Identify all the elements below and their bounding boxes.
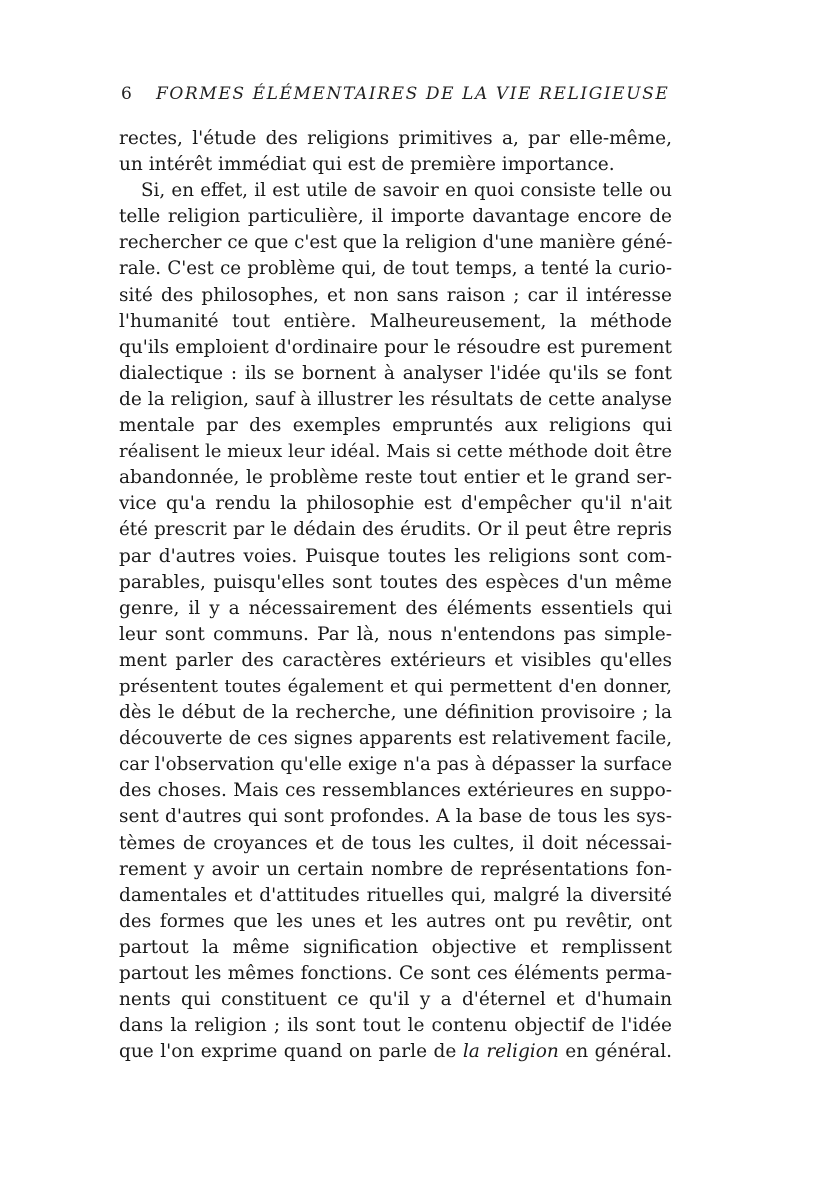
text-line: par d'autres voies. Puisque toutes les religions sont com-: [119, 545, 672, 567]
text-line: l'humanité tout entière. Malheureusement, la méthode: [119, 310, 672, 332]
final-line-end: en général.: [558, 1041, 672, 1063]
page-number: 6: [121, 84, 132, 104]
text-line: damentales et d'attitudes rituelles qui, malgré la diversité: [119, 884, 672, 906]
text-line: qu'ils emploient d'ordinaire pour le résoudre est purement: [119, 336, 672, 358]
page-header: [121, 84, 671, 108]
text-line: dialectique : ils se bornent à analyser l'idée qu'ils se font: [119, 362, 672, 384]
text-line: sité des philosophes, et non sans raison ; car il intéresse: [119, 284, 672, 306]
text-line: présentent toutes également et qui permettent d'en donner,: [119, 675, 672, 697]
text-line: dans la religion ; ils sont tout le contenu objectif de l'idée: [119, 1015, 672, 1037]
final-text-line: [119, 1039, 672, 1065]
text-line: été prescrit par le dédain des érudits. Or il peut être repris: [119, 519, 672, 541]
text-line: dès le début de la recherche, une définition provisoire ; la: [119, 702, 672, 724]
text-line: rement y avoir un certain nombre de représentations fon-: [119, 858, 672, 880]
emphasis-la-religion: la religion: [462, 1041, 559, 1063]
text-line: genre, il y a nécessairement des éléments essentiels qui: [119, 597, 672, 619]
text-line: de la religion, sauf à illustrer les résultats de cette analyse: [119, 388, 672, 410]
text-line: nents qui constituent ce qu'il y a d'éternel et d'humain: [119, 989, 672, 1011]
text-line: Si, en effet, il est utile de savoir en quoi consiste telle ou: [141, 180, 672, 202]
final-line-start: que l'on exprime quand on parle de: [119, 1041, 463, 1063]
text-line: sent d'autres qui sont profondes. A la base de tous les sys-: [119, 806, 672, 828]
text-line: réalisent le mieux leur idéal. Mais si cette méthode doit être: [119, 441, 672, 463]
text-line: rechercher ce que c'est que la religion d'une manière géné-: [119, 232, 672, 254]
text-line: ment parler des caractères extérieurs et visibles qu'elles: [119, 649, 672, 671]
text-line: leur sont communs. Par là, nous n'entendons pas simple-: [119, 623, 672, 645]
text-line: abandonnée, le problème reste tout entier et le grand ser-: [119, 467, 672, 489]
body-text: [119, 126, 672, 1065]
text-line: un intérêt immédiat qui est de première importance.: [119, 154, 615, 176]
text-line: parables, puisqu'elles sont toutes des espèces d'un même: [119, 571, 672, 593]
text-line: rectes, l'étude des religions primitives a, par elle-même,: [119, 128, 672, 149]
text-line: vice qu'a rendu la philosophie est d'empêcher qu'il n'ait: [119, 493, 672, 515]
text-line: tèmes de croyances et de tous les cultes, il doit nécessai-: [119, 832, 672, 854]
text-line: partout la même signification objective et remplissent: [119, 936, 672, 958]
text-line: mentale par des exemples empruntés aux religions qui: [119, 415, 672, 437]
text-line: rale. C'est ce problème qui, de tout temps, a tenté la curio-: [119, 258, 672, 280]
text-line: telle religion particulière, il importe davantage encore de: [119, 206, 672, 228]
text-line: découverte de ces signes apparents est relativement facile,: [119, 728, 672, 750]
text-line: des choses. Mais ces ressemblances extérieures en suppo-: [119, 780, 672, 802]
running-title: FORMES ÉLÉMENTAIRES DE LA VIE RELIGIEUSE: [156, 84, 670, 104]
text-line: partout les mêmes fonctions. Ce sont ces éléments perma-: [119, 963, 672, 984]
text-line: car l'observation qu'elle exige n'a pas à dépasser la surface: [119, 754, 672, 776]
text-line: des formes que les unes et les autres ont pu revêtir, ont: [119, 910, 672, 932]
